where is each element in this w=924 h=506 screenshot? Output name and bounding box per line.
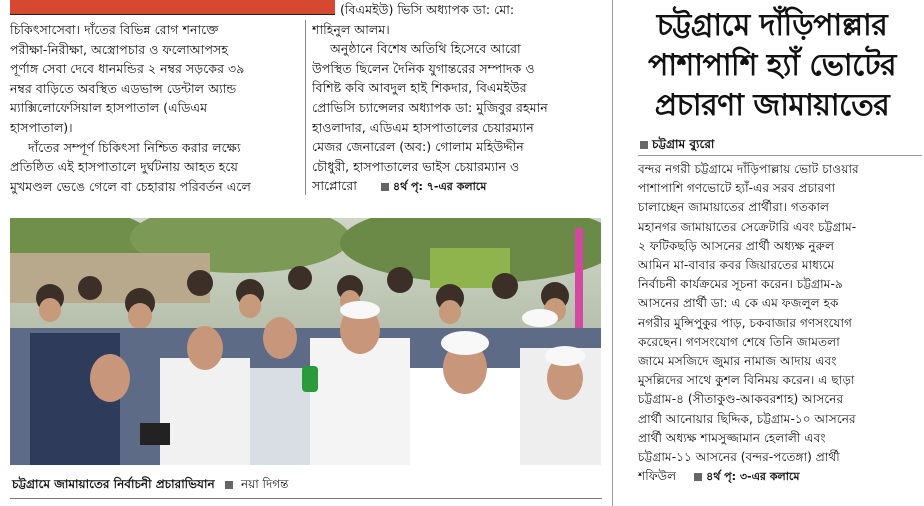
column-divider — [305, 20, 306, 195]
jump-reference: ৪র্থ পৃ: ৭-এর কলামে — [392, 180, 487, 194]
text-line: চৌধুরী, হাসপাতালের ভাইস চেয়ারম্যান ও — [312, 158, 520, 174]
crowd-photo-illustration — [10, 218, 601, 465]
square-bullet-icon — [694, 473, 702, 481]
text-line: পরীক্ষা-নিরীক্ষা, অস্ত্রোপচার ও ফলোআপসহ — [10, 41, 228, 57]
last-line-text: সাপ্লোরো — [312, 178, 357, 194]
text-line: নম্বর বাড়িতে অবস্থিত এডভান্স ডেন্টাল অ্যান্ড — [10, 80, 237, 96]
text-line: বিশিষ্ট কবি আবদুল হাই শিকদার, বিএমইউর — [312, 80, 527, 96]
byline-text: চট্টগ্রাম ব্যুরো — [652, 137, 715, 151]
headline-line: পাশাপাশি হ্যাঁ ভোটের — [647, 48, 897, 83]
text-line: ২ ফটিকছড়ি আসনের প্রার্থী অধ্যক্ষ নুরুল — [638, 238, 835, 253]
text-line: চিকিৎসাসেবা। দাঁতের বিভিন্ন রোগ শনাক্তে — [10, 22, 219, 37]
text-line: প্রোভিসি চ্যান্সেলর অধ্যাপক ডা: মুজিবুর রহমান — [312, 99, 548, 115]
caption-divider — [10, 498, 602, 499]
text-line: মুসল্লিদের সাথে কুশল বিনিময় করেন। এ ছাড়া — [638, 373, 855, 388]
text-line: করেছেন। গণসংযোগ শেষে তিনি জামতলা — [638, 334, 840, 349]
last-line-text: শফিউল — [638, 469, 677, 484]
headline[interactable] — [622, 6, 922, 126]
text-line: প্রার্থী অধ্যক্ষ শামসুজ্জামান হেলালী এবং — [638, 430, 826, 445]
text-line: হাসপাতাল)। — [10, 119, 73, 135]
text-line: চট্টগ্রাম-৪ (সীতাকুণ্ড-আকবরশাহ) আসনের — [638, 392, 844, 407]
text-line — [312, 176, 600, 197]
text-line: চালাচ্ছেন জামায়াতের প্রার্থীরা। গতকাল — [638, 200, 830, 215]
text-line: প্রতিষ্ঠিত এই হাসপাতালে দুর্ঘটনায় আহত হয়ে — [10, 159, 238, 175]
square-bullet-icon — [640, 141, 648, 149]
text-line: শাহিনুল আলম। — [312, 21, 390, 37]
news-photo — [10, 218, 601, 465]
text-line: পূর্ণাঙ্গ সেবা দেবে ধানমন্ডির ২ নম্বর সড়কের ৩৯ — [10, 61, 245, 77]
photo-caption-row — [12, 476, 602, 496]
text-line: পাশাপাশি গণভোটে হ্যাঁ-এর সরব প্রচারণা — [638, 181, 836, 196]
right-article-column — [638, 160, 922, 486]
text-line: জামে মসজিদে জুমার নামাজ আদায় এবং — [638, 354, 837, 369]
byline — [640, 136, 714, 156]
headline-line: প্রচারণা জামায়াতের — [654, 88, 890, 123]
text-line: বন্দর নগরী চট্টগ্রামে দাঁড়িপাল্লায় ভোট চাওয়ার — [638, 162, 859, 176]
square-bullet-icon — [225, 481, 233, 489]
text-line: হাওলাদার, এডিএম হাসপাতালের চেয়ারম্যান — [312, 119, 534, 135]
text-line: মুখমণ্ডল ভেঙে গেলে বা চেহারায় পরিবর্তন এলে — [10, 178, 251, 194]
continuation-marker[interactable] — [694, 469, 799, 483]
top-banner-strip — [10, 0, 335, 14]
jump-reference: ৪র্থ পৃ: ৩-এর কলামে — [706, 470, 800, 484]
text-line: উপস্থিত ছিলেন দৈনিক যুগান্তরের সম্পাদক ও — [312, 60, 535, 76]
text-line: আমিন মা-বাবার কবর জিয়ারতের মাধ্যমে — [638, 258, 835, 273]
text-line: (বিএমইউ) ভিসি অধ্যাপক ডা: মো: — [340, 2, 515, 17]
left-article-column — [10, 20, 297, 196]
text-line: মহানগর জামায়াতের সেক্রেটারি এবং চট্টগ্রাম- — [638, 219, 857, 234]
text-line: নির্বাচনী কার্যক্রমের সূচনা করেন। চট্টগ্রাম-৯ — [638, 277, 843, 292]
text-line: আসনের প্রার্থী ডা: এ কে এম ফজলুল হক — [638, 296, 839, 311]
continuation-marker[interactable] — [381, 178, 486, 193]
column-divider — [612, 0, 613, 506]
text-line: মেজর জেনারেল (অব:) গোলাম মহিউদ্দীন — [312, 139, 524, 155]
text-line: ম্যাক্সিলোফেসিয়াল হাসপাতাল (এডিএম — [10, 100, 208, 116]
text-line — [638, 467, 922, 486]
text-line: নগরীর মুন্সিপুকুর পাড়, চকবাজার গণসংযোগ — [638, 315, 853, 330]
top-divider — [10, 14, 335, 15]
square-bullet-icon — [381, 183, 389, 191]
photo-caption: চট্টগ্রামে জামায়াতের নির্বাচনী প্রচারাভিযান — [12, 477, 215, 491]
text-line: চট্টগ্রাম-১১ আসনের (বন্দর-পতেঙ্গা) প্রার্থী — [638, 450, 840, 465]
text-line: দাঁতের সম্পূর্ণ চিকিৎসা নিশ্চিত করার লক্ষ্যে — [28, 139, 241, 155]
text-line: অনুষ্ঠানে বিশেষ অতিথি হিসেবে আরো — [330, 41, 521, 57]
headline-line: চট্টগ্রামে দাঁড়িপাল্লার — [656, 8, 888, 43]
text-line: প্রার্থী আনোয়ার ছিদ্দিক, চট্টগ্রাম-১০ আসনের — [638, 411, 856, 426]
byline-divider — [638, 155, 922, 156]
middle-article-column — [312, 0, 600, 197]
photo-credit: নয়া দিগন্ত — [241, 477, 289, 491]
